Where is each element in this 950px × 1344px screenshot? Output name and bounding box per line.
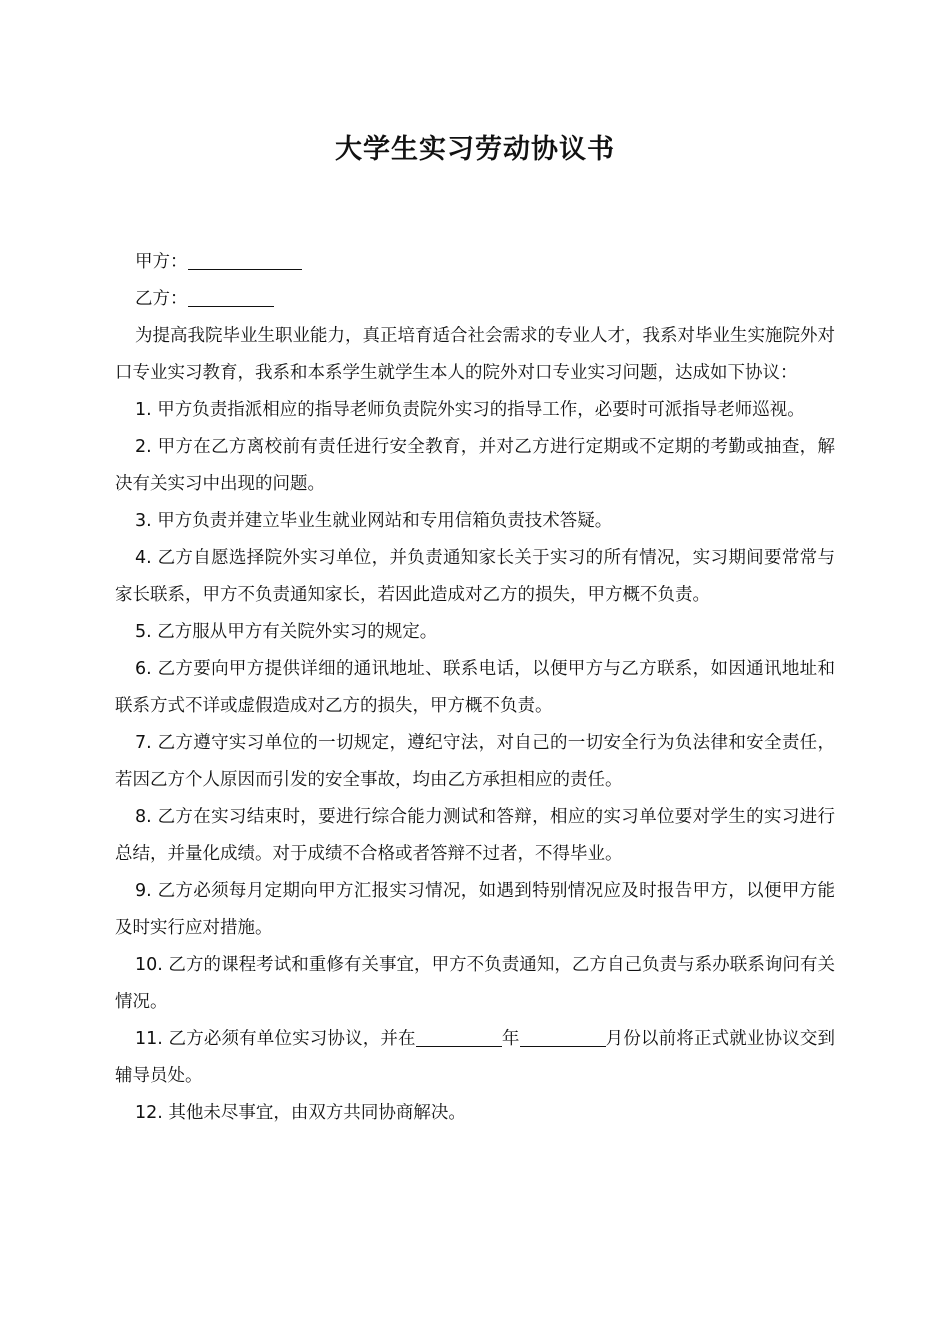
clause-11-suffix: 月份以前将正式就业协议交到辅导员处。 <box>115 1029 836 1086</box>
party-b-line <box>115 281 835 318</box>
year-label: 年 <box>501 1029 520 1049</box>
clause-9: 9. 乙方必须每月定期向甲方汇报实习情况，如遇到特别情况应及时报告甲方，以便甲方能及时实行应对措施。 <box>115 881 835 938</box>
clause-4: 4. 乙方自愿选择院外实习单位，并负责通知家长关于实习的所有情况，实习期间要常常与家长联系，甲方不负责通知家长，若因此造成对乙方的损失，甲方概不负责。 <box>115 548 835 605</box>
intro-paragraph: 为提高我院毕业生职业能力，真正培育适合社会需求的专业人才，我系对毕业生实施院外对口专业实习教育，我系和本系学生就学生本人的院外对口专业实习问题，达成如下协议： <box>115 326 835 383</box>
party-a-blank <box>188 249 302 270</box>
clause-2: 2. 甲方在乙方离校前有责任进行安全教育，并对乙方进行定期或不定期的考勤或抽查，解决有关实习中出现的问题。 <box>115 437 835 494</box>
party-b-label: 乙方： <box>135 289 188 309</box>
document-title: 大学生实习劳动协议书 <box>335 134 615 165</box>
clause-8: 8. 乙方在实习结束时，要进行综合能力测试和答辩，相应的实习单位要对学生的实习进行总结，并量化成绩。对于成绩不合格或者答辩不过者，不得毕业。 <box>115 807 835 864</box>
clause-3: 3. 甲方负责并建立毕业生就业网站和专用信箱负责技术答疑。 <box>135 511 613 531</box>
agreement-body <box>115 244 835 1132</box>
year-blank <box>416 1026 502 1047</box>
clause-7: 7. 乙方遵守实习单位的一切规定，遵纪守法，对自己的一切安全行为负法律和安全责任，若因乙方个人原因而引发的安全事故，均由乙方承担相应的责任。 <box>115 733 835 790</box>
clause-6: 6. 乙方要向甲方提供详细的通讯地址、联系电话，以便甲方与乙方联系，如因通讯地址和联系方式不详或虚假造成对乙方的损失，甲方概不负责。 <box>115 659 835 716</box>
party-b-blank <box>188 286 274 307</box>
party-a-line <box>115 244 835 281</box>
clause-1: 1. 甲方负责指派相应的指导老师负责院外实习的指导工作，必要时可派指导老师巡视。 <box>135 400 805 420</box>
clause-11-prefix: 11. 乙方必须有单位实习协议，并在 <box>135 1029 416 1049</box>
clause-5: 5. 乙方服从甲方有关院外实习的规定。 <box>135 622 438 642</box>
clause-10: 10. 乙方的课程考试和重修有关事宜，甲方不负责通知，乙方自己负责与系办联系询问有关情况。 <box>115 955 836 1012</box>
party-a-label: 甲方： <box>135 252 188 272</box>
month-blank <box>520 1026 606 1047</box>
clause-12: 12. 其他未尽事宜，由双方共同协商解决。 <box>135 1103 466 1123</box>
clause-11 <box>115 1021 835 1095</box>
